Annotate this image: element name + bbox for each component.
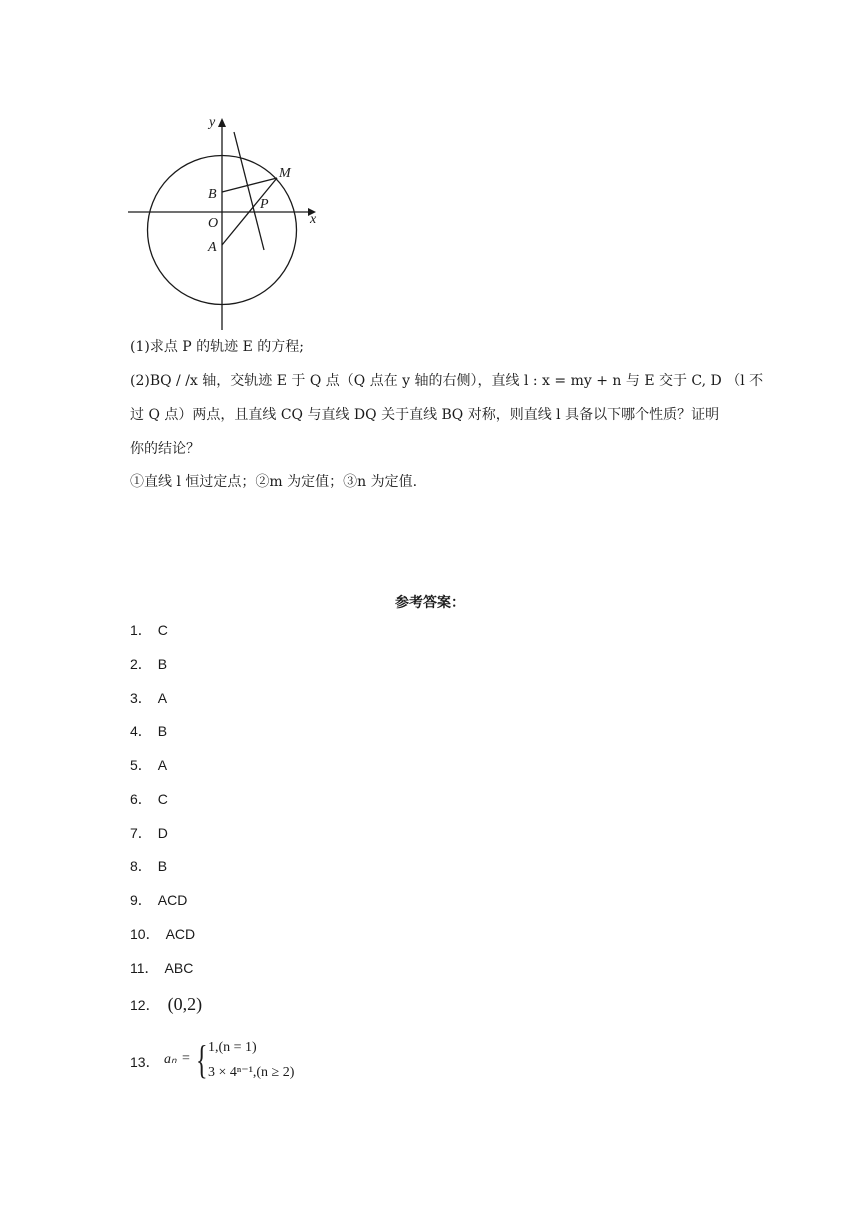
answer-item-13 [130,1036,430,1088]
answer-item: 11． ABC [130,960,194,976]
label-o: O [208,216,219,231]
geometry-figure [118,108,338,334]
answer-13-case-2: 3 × 4ⁿ⁻¹,(n ≥ 2) [208,1065,295,1080]
question-2-line-3: 你的结论？ [130,441,200,457]
answer-item: 8． B [130,858,168,874]
label-p: P [260,197,269,212]
answer-13-equals: = [182,1051,190,1066]
answer-item-12: 12． (0,2) [130,994,203,1014]
answer-13-case-1: 1,(n = 1) [208,1040,257,1055]
answer-13-number: 13． [130,1054,160,1070]
question-1: (1)求点 P 的轨迹 E 的方程; [130,339,304,355]
perpendicular-bisector [234,132,264,250]
label-x: x [310,212,317,227]
answer-item: 7． D [130,825,168,841]
answer-13-lhs: aₙ [164,1052,177,1067]
answer-item: 6． C [130,791,168,807]
label-m: M [279,166,291,181]
question-2-line-1: (2)BQ / /x 轴，交轨迹 E 于 Q 点（Q 点在 y 轴的右侧），直线 l : x = my + n 与 E 交于 C, D （l 不 [130,373,764,389]
label-a: A [208,240,217,255]
question-2-line-4: ①直线 l 恒过定点；②m 为定值；③n 为定值. [130,474,418,490]
label-b: B [208,187,217,202]
answer-item: 4． B [130,723,168,739]
y-axis-arrow [218,118,226,127]
answer-item: 5． A [130,757,168,773]
answer-item: 9． ACD [130,892,188,908]
answer-item: 1． C [130,622,168,638]
question-2-line-2: 过 Q 点）两点，且直线 CQ 与直线 DQ 关于直线 BQ 对称，则直线 l 具备以下哪个性质？证明 [130,407,720,423]
answer-item: 3． A [130,690,168,706]
answer-item: 2． B [130,656,168,672]
segment-bm [222,178,277,192]
answer-item: 10． ACD [130,926,196,942]
label-y: y [209,115,216,130]
answer-13-brace: { [196,1037,208,1082]
answer-title: 参考答案： [395,595,465,611]
